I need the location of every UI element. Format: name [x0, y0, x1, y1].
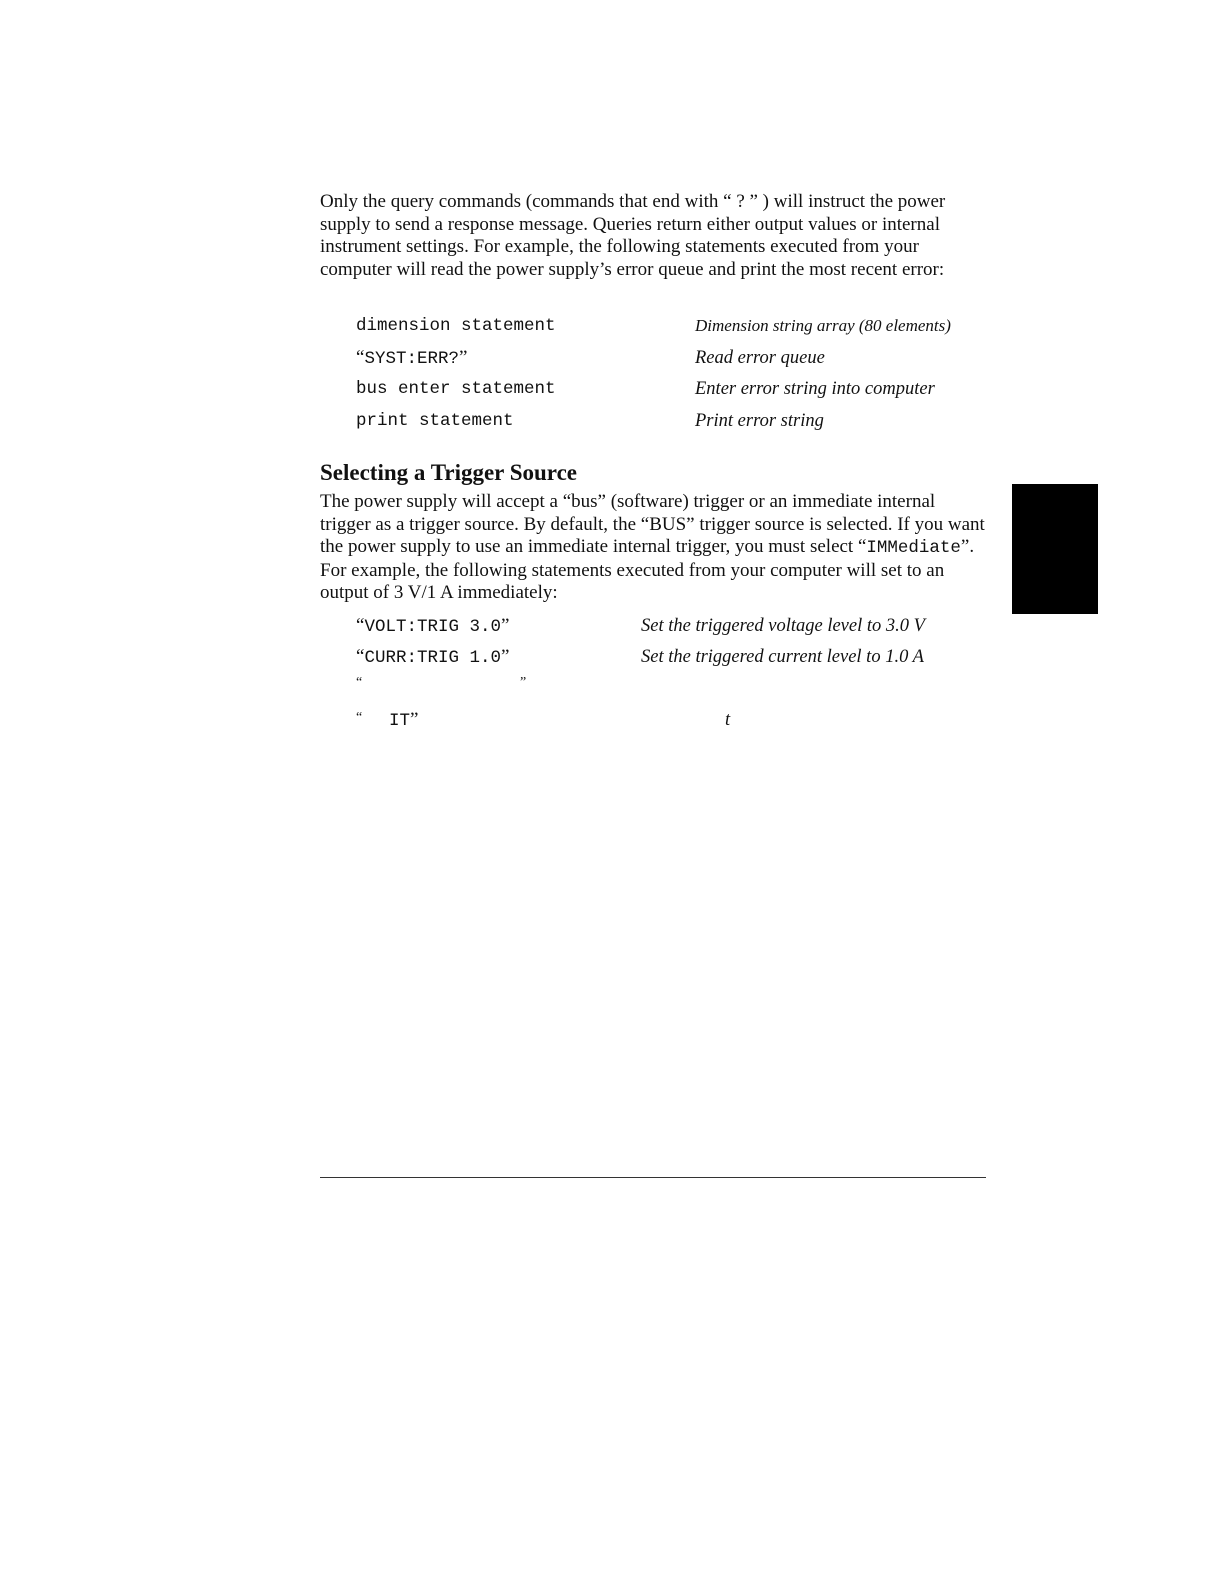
code-text: SYST:ERR?: [364, 349, 459, 369]
comment-text: Dimension string array (80 elements): [695, 316, 951, 335]
close-quote: ”: [500, 646, 510, 667]
open-quote: “: [356, 646, 365, 667]
comment-text: Set the triggered current level to 1.0 A: [641, 647, 924, 667]
code-line: [356, 346, 467, 371]
code-text: print statement: [356, 411, 514, 431]
close-quote: ”: [410, 709, 419, 730]
trigger-text-after: ”. For example, the following statements executed from your computer will set to an output of 3 V/1 A immediately:: [320, 536, 975, 604]
code-line: [356, 645, 509, 670]
intro-paragraph: Only the query commands (commands that end with “ ? ” ) will instruct the power supply to send a response message. Queries return either output values or internal instrument settings. For example, the following statements executed from your computer will read the power supply’s error queue and print the most recent error:: [320, 191, 946, 280]
close-quote: ”: [458, 347, 468, 368]
section-heading: Selecting a Trigger Source: [320, 460, 578, 485]
code-text: IT: [389, 711, 411, 731]
code-line: [356, 614, 509, 639]
comment-text: t: [725, 710, 731, 730]
open-quote: “: [356, 675, 363, 690]
code-line: [389, 708, 418, 733]
code-text: bus enter statement: [356, 379, 556, 399]
comment-text: Enter error string into computer: [695, 379, 935, 399]
close-quote: ”: [520, 675, 527, 690]
comment-text: Print error string: [695, 411, 824, 431]
open-quote: “: [356, 710, 363, 725]
trigger-paragraph: [320, 491, 988, 605]
immediate-code: IMMediate: [866, 538, 961, 559]
trigger-text-before: The power supply will accept a “bus” (software) trigger or an immediate internal trigger as a trigger source. By default, the “BUS” trigger source is selected. If you want the power supply to use an immediate internal trigger, you must select “: [320, 491, 985, 558]
code-text: CURR:TRIG 1.0: [364, 648, 501, 668]
comment-text: Set the triggered voltage level to 3.0 V: [641, 616, 925, 636]
open-quote: “: [356, 347, 365, 368]
chapter-tab-marker: [1012, 484, 1098, 614]
comment-text: Read error queue: [695, 348, 825, 368]
code-text: dimension statement: [356, 316, 556, 336]
open-quote: “: [356, 615, 365, 636]
close-quote: ”: [500, 615, 510, 636]
code-text: VOLT:TRIG 3.0: [364, 617, 501, 637]
footer-rule: [320, 1177, 986, 1178]
